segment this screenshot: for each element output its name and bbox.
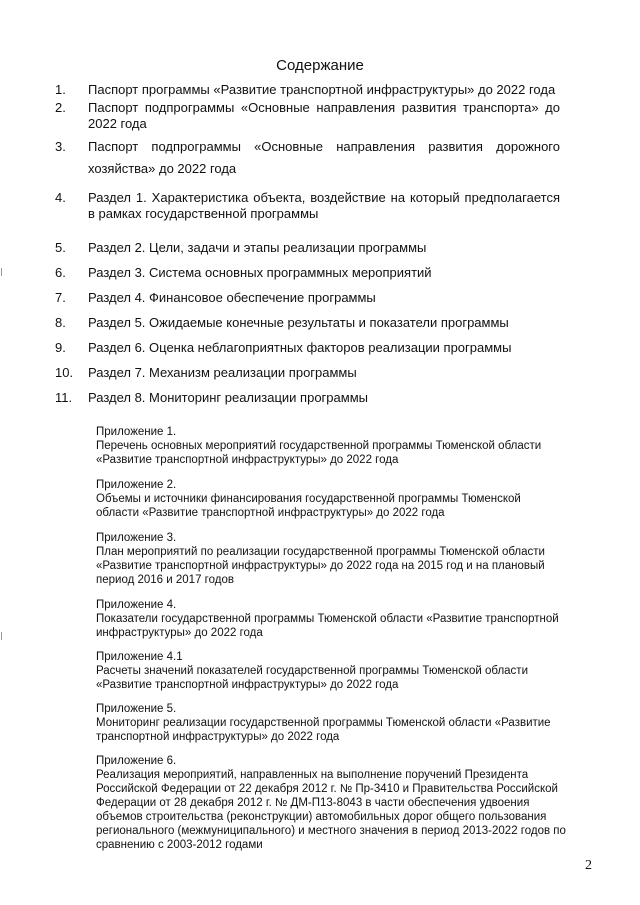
toc-item <box>55 340 560 356</box>
scan-edge-mark <box>1 632 2 640</box>
appendix-item <box>96 425 566 467</box>
toc-number: 1. <box>55 82 66 97</box>
toc-item <box>55 100 560 132</box>
appendix-description: Мониторинг реализации государственной программы Тюменской области «Развитие транспортной инфраструктуры» до 2022 года <box>96 717 551 743</box>
appendix-description: План мероприятий по реализации государственной программы Тюменской области «Развитие транспортной инфраструктуры» до 2022 года на 2015 год и на плановый период 2016 и 2017 годов <box>96 546 545 586</box>
toc-text: Раздел 5. Ожидаемые конечные результаты и показатели программы <box>88 315 509 330</box>
toc-text: Раздел 4. Финансовое обеспечение программы <box>88 290 376 305</box>
toc-text: Раздел 3. Система основных программных мероприятий <box>88 265 432 280</box>
toc-text: Раздел 6. Оценка неблагоприятных факторов реализации программы <box>88 340 512 355</box>
toc-text: Раздел 2. Цели, задачи и этапы реализации программы <box>88 240 427 255</box>
appendix-item <box>96 702 566 744</box>
appendix-description: Расчеты значений показателей государственной программы Тюменской области «Развитие транспортной инфраструктуры» до 2022 года <box>96 665 529 691</box>
appendix-heading: Приложение 2. <box>96 479 177 491</box>
toc-item <box>55 190 560 222</box>
appendix-item <box>96 650 566 692</box>
appendix-heading: Приложение 6. <box>96 755 177 767</box>
toc-number: 6. <box>55 265 66 280</box>
toc-item <box>55 240 560 256</box>
appendix-heading: Приложение 3. <box>96 532 177 544</box>
toc-item <box>55 82 560 98</box>
appendix-description: Показатели государственной программы Тюменской области «Развитие транспортной инфраструктуры» до 2022 года <box>96 613 559 639</box>
toc-number: 5. <box>55 240 66 255</box>
toc-text: Раздел 8. Мониторинг реализации программы <box>88 390 368 405</box>
toc-text: Паспорт программы «Развитие транспортной инфраструктуры» до 2022 года <box>88 82 556 97</box>
toc-number: 10. <box>55 365 74 380</box>
toc-number: 9. <box>55 340 66 355</box>
appendix-heading: Приложение 5. <box>96 703 177 715</box>
toc-text: Раздел 7. Механизм реализации программы <box>88 365 357 380</box>
appendix-description: Объемы и источники финансирования государственной программы Тюменской области «Развитие транспортной инфраструктуры» до 2022 года <box>96 493 521 519</box>
toc-number: 8. <box>55 315 66 330</box>
table-of-contents <box>55 82 560 406</box>
toc-text: Паспорт подпрограммы «Основные направления развития транспорта» до 2022 года <box>88 100 560 131</box>
toc-item <box>55 265 560 281</box>
toc-item <box>55 315 560 331</box>
scan-edge-mark <box>1 268 2 276</box>
toc-number: 4. <box>55 190 66 205</box>
appendix-description: Перечень основных мероприятий государственной программы Тюменской области «Развитие транспортной инфраструктуры» до 2022 года <box>96 440 542 466</box>
toc-number: 7. <box>55 290 66 305</box>
page-title: Содержание <box>276 57 364 74</box>
toc-item <box>55 290 560 306</box>
toc-number: 11. <box>55 390 73 405</box>
appendix-item <box>96 754 566 852</box>
page-number: 2 <box>585 858 592 873</box>
appendix-heading: Приложение 4. <box>96 599 177 611</box>
appendix-description: Реализация мероприятий, направленных на выполнение поручений Президента Российской Федерации от 22 декабря 2012 г. № Пр-3410 и Правительства Российской Федерации от 28 декабря 2012 г. № ДМ-П13-8043 в части обеспечения удвоения объемов строительства (реконструкции) автомобильных дорог общего пользования регионального (межмуниципального) и местного значения в период 2013-2022 годов по сравнению с 2003-2012 годами <box>96 769 566 851</box>
appendix-item <box>96 478 566 520</box>
toc-item <box>55 390 560 406</box>
appendix-item <box>96 531 566 587</box>
appendix-heading: Приложение 4.1 <box>96 651 183 663</box>
toc-text: Раздел 1. Характеристика объекта, воздействие на который предполагается в рамках государственной программы <box>88 190 560 221</box>
toc-number: 2. <box>55 100 66 115</box>
toc-item <box>55 365 560 381</box>
toc-text: Паспорт подпрограммы «Основные направления развития дорожного хозяйства» до 2022 года <box>88 139 560 176</box>
appendix-heading: Приложение 1. <box>96 426 177 438</box>
appendix-item <box>96 598 566 640</box>
toc-number: 3. <box>55 139 66 154</box>
toc-item <box>55 136 560 180</box>
